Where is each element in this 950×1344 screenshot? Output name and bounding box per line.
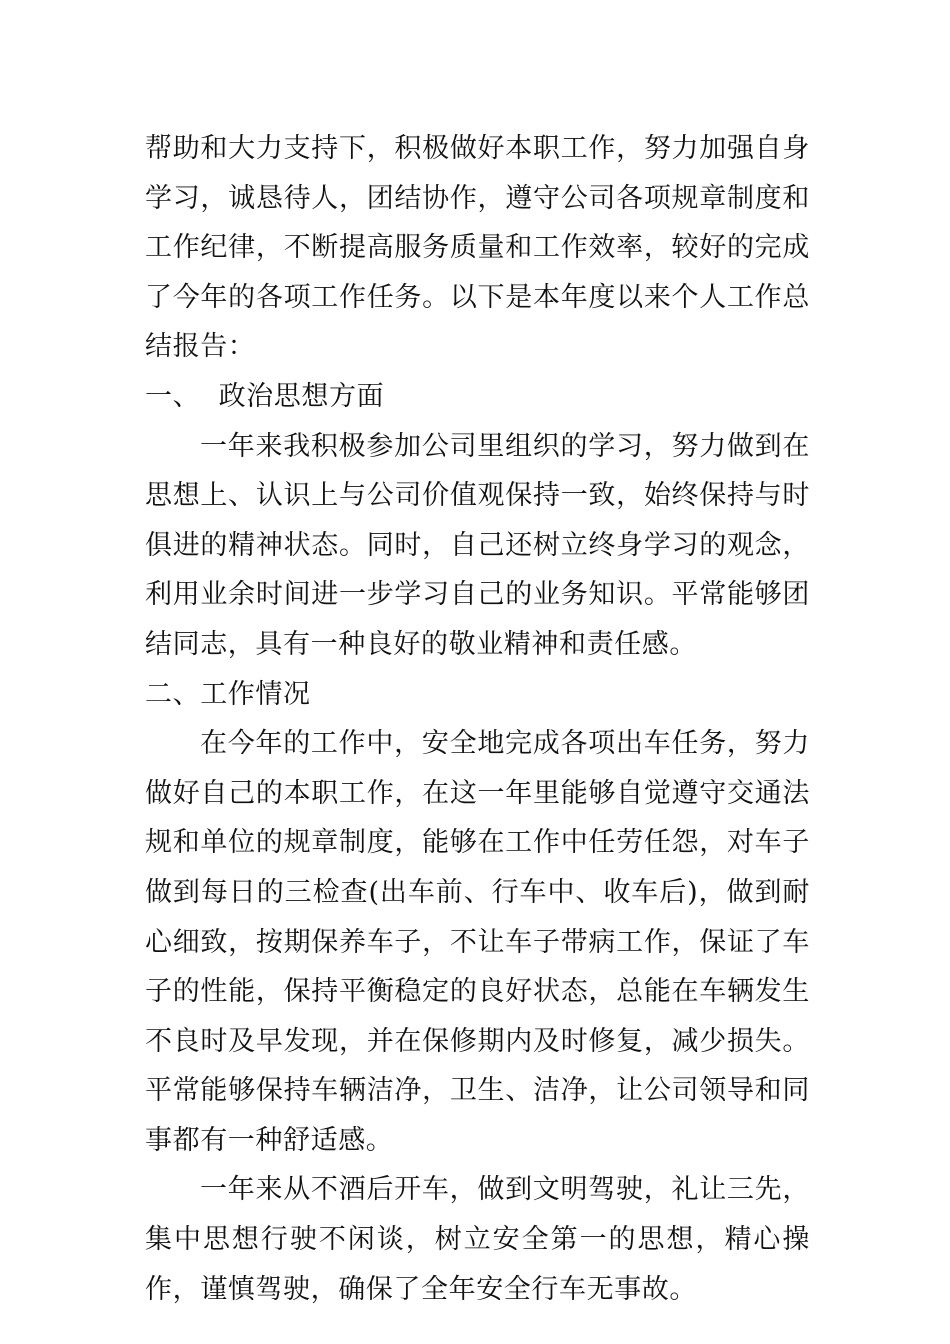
section-heading-work: 二、工作情况 [145, 678, 311, 710]
section-heading-political: 一、 政治思想方面 [145, 380, 385, 412]
paragraph-work: 在今年的工作中，安全地完成各项出车任务，努力做好自己的本职工作，在这一年里能够自觉遵守交通法规和单位的规章制度，能够在工作中任劳任怨，对车子做到每日的三检查(出车前、行车中、收车后)，做到耐心细致，按期保养车子，不让车子带病工作，保证了车子的性能，保持平衡稳定的良好状态，总能在车辆发生不良时及早发现，并在保修期内及时修复，减少损失。平常能够保持车辆洁净，卫生、洁净，让公司领导和同事都有一种舒适感。 [145, 728, 810, 1156]
paragraph-political: 一年来我积极参加公司里组织的学习，努力做到在思想上、认识上与公司价值观保持一致，始终保持与时俱进的精神状态。同时，自己还树立终身学习的观念，利用业余时间进一步学习自己的业务知识。平常能够团结同志，具有一种良好的敬业精神和责任感。 [145, 430, 810, 660]
document-body [145, 124, 810, 1314]
paragraph-safety: 一年来从不酒后开车，做到文明驾驶，礼让三先，集中思想行驶不闲谈，树立安全第一的思想，精心操作，谨慎驾驶，确保了全年安全行车无事故。 [145, 1174, 810, 1305]
paragraph-intro-continued: 帮助和大力支持下，积极做好本职工作，努力加强自身学习，诚恳待人，团结协作，遵守公司各项规章制度和工作纪律，不断提高服务质量和工作效率，较好的完成了今年的各项工作任务。以下是本年度以来个人工作总结报告： [145, 133, 810, 363]
